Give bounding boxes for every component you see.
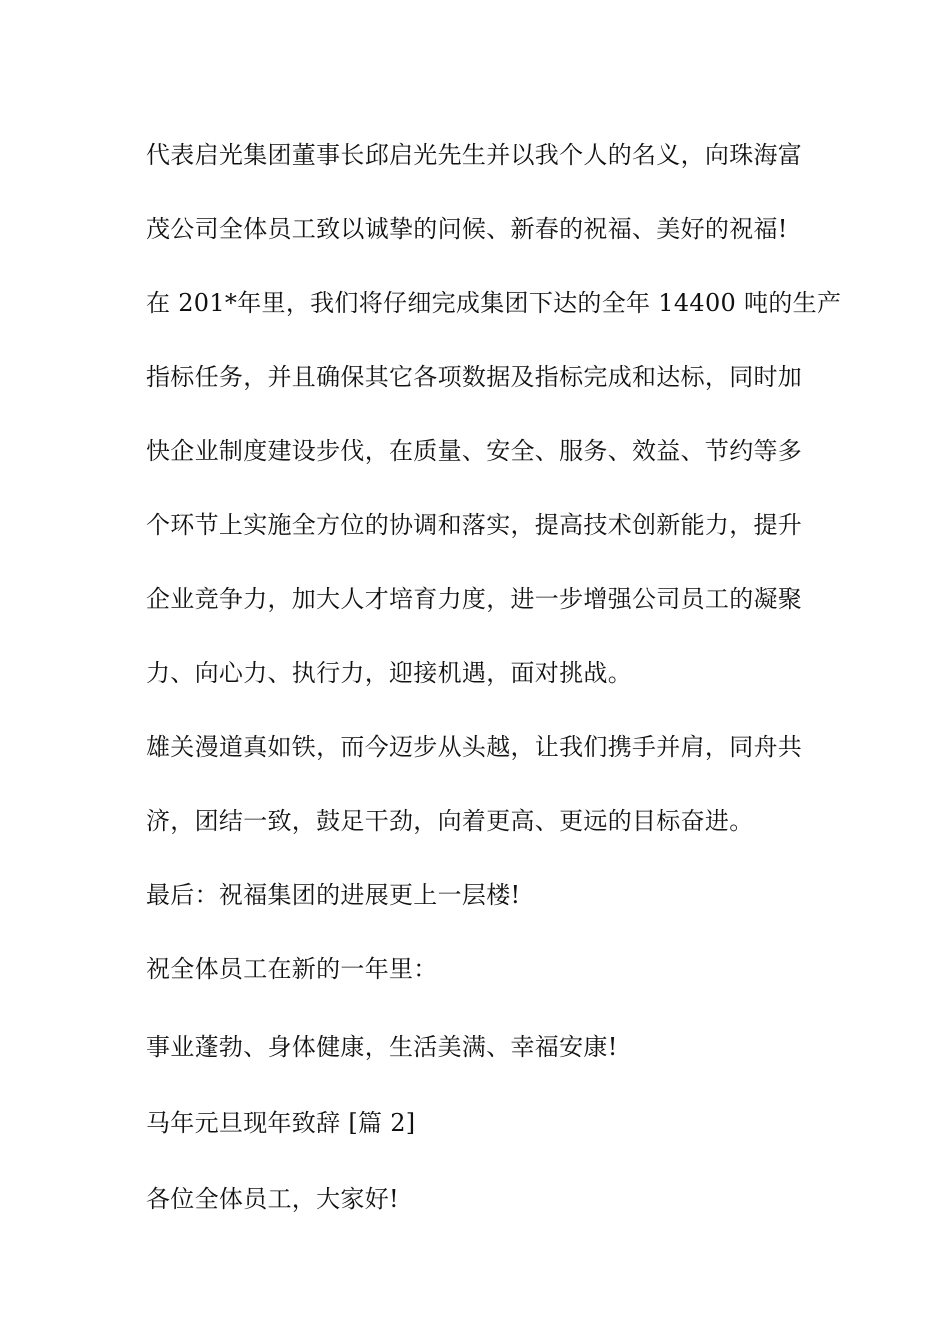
paragraph-line: 在 201*年里，我们将仔细完成集团下达的全年 14400 吨的生产	[146, 289, 842, 317]
paragraph-line: 力、向心力、执行力，迎接机遇，面对挑战。	[146, 659, 632, 687]
greeting-line: 祝全体员工在新的一年里：	[146, 955, 438, 983]
paragraph-line: 企业竞争力，加大人才培育力度，进一步增强公司员工的凝聚	[146, 585, 803, 613]
salutation-line: 各位全体员工，大家好!	[146, 1185, 399, 1213]
paragraph-line: 雄关漫道真如铁，而今迈步从头越，让我们携手并肩，同舟共	[146, 733, 803, 761]
section-heading: 马年元旦现年致辞 [篇 2]	[146, 1109, 416, 1137]
paragraph-line: 代表启光集团董事长邱启光先生并以我个人的名义，向珠海富	[146, 141, 803, 169]
paragraph-line: 快企业制度建设步伐，在质量、安全、服务、效益、节约等多	[146, 437, 803, 465]
wish-line: 事业蓬勃、身体健康，生活美满、幸福安康!	[146, 1033, 618, 1061]
closing-line: 最后：祝福集团的进展更上一层楼!	[146, 881, 521, 909]
paragraph-line: 指标任务，并且确保其它各项数据及指标完成和达标，同时加	[146, 363, 803, 391]
paragraph-line: 济，团结一致，鼓足干劲，向着更高、更远的目标奋进。	[146, 807, 754, 835]
paragraph-line: 个环节上实施全方位的协调和落实，提高技术创新能力，提升	[146, 511, 803, 539]
paragraph-line: 茂公司全体员工致以诚挚的问候、新春的祝福、美好的祝福!	[146, 215, 788, 243]
